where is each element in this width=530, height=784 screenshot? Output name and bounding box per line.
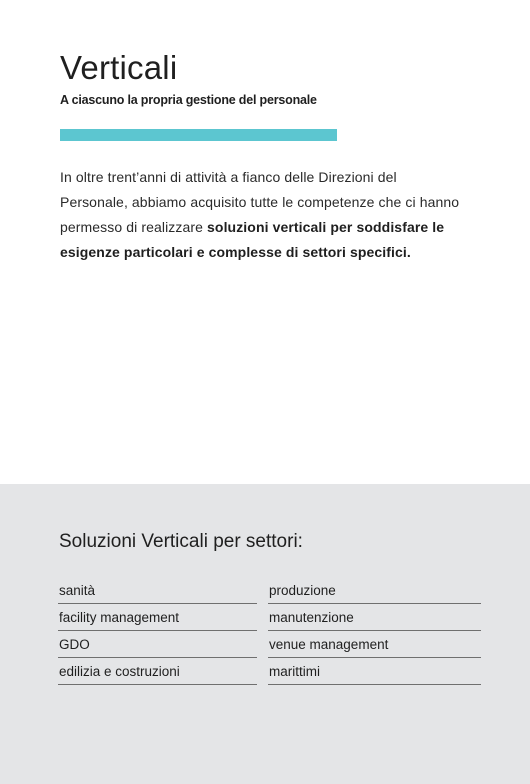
sectors-title: Soluzioni Verticali per settori: (59, 531, 303, 552)
sector-item-edilizia-e-costruzioni: edilizia e costruzioni (58, 659, 257, 685)
sector-item-venue-management: venue management (268, 632, 481, 658)
sector-item-manutenzione: manutenzione (268, 605, 481, 631)
sector-item-marittimi: marittimi (268, 659, 481, 685)
page-title: Verticali (60, 49, 178, 86)
intro-paragraph (60, 165, 462, 265)
sector-item-gdo: GDO (58, 632, 257, 658)
sector-item-facility-management: facility management (58, 605, 257, 631)
intro-text-bold: soluzioni verticali per soddisfare le esigenze particolari e complesse di settori specifici. (60, 219, 445, 260)
intro-text: In oltre trent’anni di attività a fianco delle Direzioni del Personale, abbiamo acquisito tutte le competenze che ci hanno permesso di realizzare (60, 169, 460, 235)
sectors-section (0, 484, 530, 784)
sector-item-produzione: produzione (268, 578, 481, 604)
sectors-list-left (58, 578, 257, 686)
page-subtitle: A ciascuno la propria gestione del personale (60, 93, 317, 107)
accent-bar (60, 129, 337, 141)
sectors-list-right (268, 578, 481, 686)
sector-item-sanita: sanità (58, 578, 257, 604)
